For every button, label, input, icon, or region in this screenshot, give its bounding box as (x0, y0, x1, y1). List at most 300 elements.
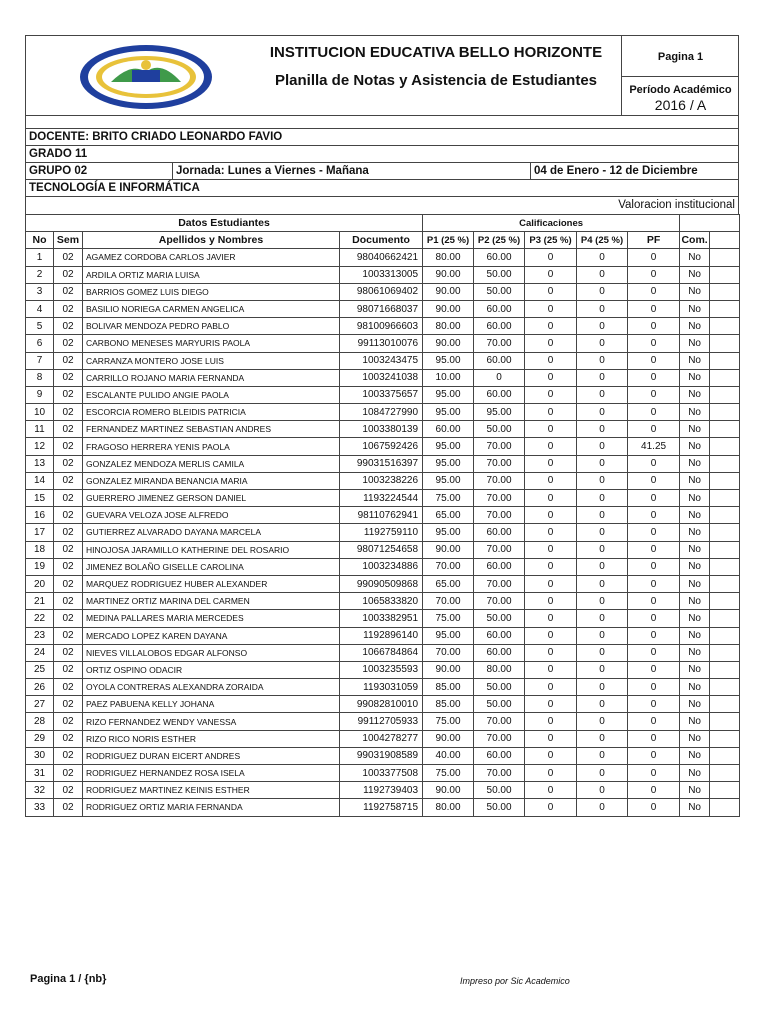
cell-document: 1003243475 (340, 352, 423, 369)
cell-no: 7 (26, 352, 54, 369)
column-header-p1: P1 (25 %) (423, 232, 474, 249)
cell-com: No (680, 300, 710, 317)
cell-extra (710, 782, 740, 799)
cell-pf: 0 (628, 541, 680, 558)
cell-name: MEDINA PALLARES MARIA MERCEDES (83, 610, 340, 627)
cell-extra (710, 386, 740, 403)
cell-no: 12 (26, 438, 54, 455)
footer-printed-by: Impreso por Sic Academico (460, 976, 570, 986)
cell-pf: 0 (628, 644, 680, 661)
table-row (26, 421, 740, 438)
cell-extra (710, 730, 740, 747)
cell-p3: 0 (525, 782, 577, 799)
cell-pf: 0 (628, 679, 680, 696)
cell-pf: 0 (628, 300, 680, 317)
cell-p4: 0 (577, 249, 628, 266)
column-header-extra (710, 232, 740, 249)
group-header-blank (680, 215, 740, 232)
cell-com: No (680, 610, 710, 627)
cell-p1: 70.00 (423, 558, 474, 575)
cell-extra (710, 765, 740, 782)
table-body (26, 249, 740, 816)
table-row (26, 300, 740, 317)
cell-document: 1193224544 (340, 490, 423, 507)
cell-no: 18 (26, 541, 54, 558)
cell-com: No (680, 490, 710, 507)
cell-p1: 90.00 (423, 266, 474, 283)
table-row (26, 575, 740, 592)
cell-document: 1066784864 (340, 644, 423, 661)
cell-com: No (680, 318, 710, 335)
cell-com: No (680, 283, 710, 300)
cell-name: HINOJOSA JARAMILLO KATHERINE DEL ROSARIO (83, 541, 340, 558)
cell-p2: 70.00 (474, 713, 525, 730)
column-header-document: Documento (340, 232, 423, 249)
grades-group-header: Calificaciones (423, 215, 680, 232)
cell-p3: 0 (525, 266, 577, 283)
column-header-name: Apellidos y Nombres (83, 232, 340, 249)
cell-document: 98071254658 (340, 541, 423, 558)
cell-p3: 0 (525, 386, 577, 403)
period-value: 2016 / A (654, 97, 707, 113)
cell-name: GUERRERO JIMENEZ GERSON DANIEL (83, 490, 340, 507)
cell-p3: 0 (525, 472, 577, 489)
cell-com: No (680, 524, 710, 541)
cell-document: 99082810010 (340, 696, 423, 713)
cell-sem: 02 (54, 472, 83, 489)
cell-p4: 0 (577, 730, 628, 747)
table-row (26, 386, 740, 403)
cell-p2: 70.00 (474, 490, 525, 507)
cell-p2: 70.00 (474, 575, 525, 592)
cell-p2: 60.00 (474, 249, 525, 266)
cell-p1: 80.00 (423, 799, 474, 816)
cell-sem: 02 (54, 696, 83, 713)
cell-p3: 0 (525, 249, 577, 266)
table-row (26, 249, 740, 266)
cell-p3: 0 (525, 593, 577, 610)
academic-period-box (621, 76, 739, 116)
cell-p2: 70.00 (474, 438, 525, 455)
cell-sem: 02 (54, 661, 83, 678)
cell-name: MERCADO LOPEZ KAREN DAYANA (83, 627, 340, 644)
cell-name: RODRIGUEZ MARTINEZ KEINIS ESTHER (83, 782, 340, 799)
column-header-p4: P4 (25 %) (577, 232, 628, 249)
cell-p2: 50.00 (474, 696, 525, 713)
footer-page-number: Pagina 1 / {nb} (30, 973, 107, 985)
cell-com: No (680, 266, 710, 283)
table-group-header (26, 215, 740, 232)
cell-no: 9 (26, 386, 54, 403)
cell-com: No (680, 335, 710, 352)
cell-sem: 02 (54, 524, 83, 541)
cell-no: 30 (26, 747, 54, 764)
cell-extra (710, 335, 740, 352)
cell-p3: 0 (525, 283, 577, 300)
cell-document: 1192739403 (340, 782, 423, 799)
cell-name: ORTIZ OSPINO ODACIR (83, 661, 340, 678)
cell-document: 1003234886 (340, 558, 423, 575)
cell-no: 24 (26, 644, 54, 661)
table-row (26, 627, 740, 644)
cell-name: CARRILLO ROJANO MARIA FERNANDA (83, 369, 340, 386)
cell-p2: 95.00 (474, 404, 525, 421)
cell-document: 98071668037 (340, 300, 423, 317)
cell-p3: 0 (525, 507, 577, 524)
cell-document: 1084727990 (340, 404, 423, 421)
cell-pf: 0 (628, 352, 680, 369)
period-label: Período Académico (629, 84, 732, 96)
cell-p1: 65.00 (423, 507, 474, 524)
cell-p1: 90.00 (423, 541, 474, 558)
cell-name: PAEZ PABUENA KELLY JOHANA (83, 696, 340, 713)
cell-pf: 0 (628, 696, 680, 713)
cell-extra (710, 799, 740, 816)
cell-pf: 0 (628, 747, 680, 764)
cell-p2: 60.00 (474, 747, 525, 764)
cell-p3: 0 (525, 799, 577, 816)
cell-name: RIZO RICO NORIS ESTHER (83, 730, 340, 747)
cell-p1: 75.00 (423, 765, 474, 782)
cell-document: 1003313005 (340, 266, 423, 283)
cell-name: MARTINEZ ORTIZ MARINA DEL CARMEN (83, 593, 340, 610)
cell-p2: 50.00 (474, 799, 525, 816)
cell-sem: 02 (54, 747, 83, 764)
table-row (26, 507, 740, 524)
column-header-com: Com. (680, 232, 710, 249)
cell-document: 1003235593 (340, 661, 423, 678)
cell-sem: 02 (54, 318, 83, 335)
table-row (26, 593, 740, 610)
cell-name: OYOLA CONTRERAS ALEXANDRA ZORAIDA (83, 679, 340, 696)
cell-name: ESCORCIA ROMERO BLEIDIS PATRICIA (83, 404, 340, 421)
cell-name: GONZALEZ MENDOZA MERLIS CAMILA (83, 455, 340, 472)
cell-document: 1003241038 (340, 369, 423, 386)
cell-extra (710, 490, 740, 507)
cell-name: FERNANDEZ MARTINEZ SEBASTIAN ANDRES (83, 421, 340, 438)
cell-p3: 0 (525, 696, 577, 713)
cell-p4: 0 (577, 524, 628, 541)
table-row (26, 558, 740, 575)
cell-p3: 0 (525, 541, 577, 558)
table-row (26, 404, 740, 421)
cell-p1: 85.00 (423, 679, 474, 696)
spacer-row (25, 116, 739, 129)
cell-document: 98040662421 (340, 249, 423, 266)
cell-extra (710, 404, 740, 421)
cell-p1: 75.00 (423, 490, 474, 507)
cell-name: GONZALEZ MIRANDA BENANCIA MARIA (83, 472, 340, 489)
cell-p2: 70.00 (474, 541, 525, 558)
cell-sem: 02 (54, 799, 83, 816)
students-group-header: Datos Estudiantes (26, 215, 423, 232)
cell-p2: 50.00 (474, 283, 525, 300)
cell-com: No (680, 369, 710, 386)
cell-pf: 0 (628, 266, 680, 283)
cell-com: No (680, 575, 710, 592)
cell-document: 1067592426 (340, 438, 423, 455)
cell-name: FRAGOSO HERRERA YENIS PAOLA (83, 438, 340, 455)
cell-pf: 0 (628, 369, 680, 386)
cell-p2: 80.00 (474, 661, 525, 678)
cell-pf: 0 (628, 524, 680, 541)
cell-no: 22 (26, 610, 54, 627)
cell-no: 32 (26, 782, 54, 799)
cell-document: 1065833820 (340, 593, 423, 610)
cell-sem: 02 (54, 421, 83, 438)
cell-com: No (680, 472, 710, 489)
cell-p1: 95.00 (423, 524, 474, 541)
cell-com: No (680, 696, 710, 713)
cell-com: No (680, 593, 710, 610)
cell-sem: 02 (54, 490, 83, 507)
cell-p3: 0 (525, 747, 577, 764)
cell-extra (710, 524, 740, 541)
valuation-label: Valoracion institucional (25, 197, 739, 214)
cell-p2: 50.00 (474, 610, 525, 627)
cell-name: GUTIERREZ ALVARADO DAYANA MARCELA (83, 524, 340, 541)
table-row (26, 455, 740, 472)
table-row (26, 352, 740, 369)
cell-p4: 0 (577, 644, 628, 661)
table-row (26, 524, 740, 541)
cell-p4: 0 (577, 300, 628, 317)
cell-name: RODRIGUEZ ORTIZ MARIA FERNANDA (83, 799, 340, 816)
cell-pf: 0 (628, 404, 680, 421)
cell-no: 4 (26, 300, 54, 317)
cell-name: NIEVES VILLALOBOS EDGAR ALFONSO (83, 644, 340, 661)
grade-sheet (25, 35, 739, 817)
cell-no: 23 (26, 627, 54, 644)
cell-p3: 0 (525, 438, 577, 455)
cell-pf: 0 (628, 765, 680, 782)
cell-no: 28 (26, 713, 54, 730)
cell-com: No (680, 747, 710, 764)
cell-p2: 60.00 (474, 524, 525, 541)
cell-p3: 0 (525, 455, 577, 472)
cell-pf: 0 (628, 593, 680, 610)
table-row (26, 713, 740, 730)
cell-p2: 70.00 (474, 335, 525, 352)
cell-p4: 0 (577, 386, 628, 403)
cell-p1: 90.00 (423, 782, 474, 799)
cell-extra (710, 679, 740, 696)
cell-extra (710, 472, 740, 489)
cell-sem: 02 (54, 404, 83, 421)
column-header-sem: Sem (54, 232, 83, 249)
table-row (26, 696, 740, 713)
cell-sem: 02 (54, 627, 83, 644)
table-row (26, 730, 740, 747)
cell-p3: 0 (525, 627, 577, 644)
cell-p2: 60.00 (474, 558, 525, 575)
cell-pf: 0 (628, 455, 680, 472)
cell-no: 20 (26, 575, 54, 592)
cell-p4: 0 (577, 507, 628, 524)
cell-p1: 90.00 (423, 730, 474, 747)
cell-document: 1003382951 (340, 610, 423, 627)
cell-com: No (680, 644, 710, 661)
cell-p4: 0 (577, 369, 628, 386)
document-subtitle: Planilla de Notas y Asistencia de Estudiantes (274, 72, 598, 89)
cell-no: 26 (26, 679, 54, 696)
cell-p3: 0 (525, 610, 577, 627)
cell-com: No (680, 249, 710, 266)
cell-sem: 02 (54, 558, 83, 575)
cell-name: ESCALANTE PULIDO ANGIE PAOLA (83, 386, 340, 403)
cell-document: 1192759110 (340, 524, 423, 541)
cell-p4: 0 (577, 266, 628, 283)
cell-extra (710, 593, 740, 610)
column-header-p2: P2 (25 %) (474, 232, 525, 249)
cell-pf: 0 (628, 283, 680, 300)
cell-sem: 02 (54, 249, 83, 266)
cell-p2: 60.00 (474, 386, 525, 403)
cell-p4: 0 (577, 679, 628, 696)
cell-sem: 02 (54, 455, 83, 472)
cell-sem: 02 (54, 300, 83, 317)
cell-p1: 75.00 (423, 713, 474, 730)
cell-p1: 85.00 (423, 696, 474, 713)
cell-p4: 0 (577, 318, 628, 335)
table-row (26, 472, 740, 489)
cell-pf: 0 (628, 318, 680, 335)
cell-sem: 02 (54, 713, 83, 730)
table-row (26, 438, 740, 455)
cell-p2: 50.00 (474, 782, 525, 799)
table-row (26, 283, 740, 300)
cell-p3: 0 (525, 661, 577, 678)
cell-name: ARDILA ORTIZ MARIA LUISA (83, 266, 340, 283)
cell-no: 5 (26, 318, 54, 335)
cell-extra (710, 558, 740, 575)
cell-extra (710, 283, 740, 300)
cell-p3: 0 (525, 679, 577, 696)
cell-p1: 90.00 (423, 283, 474, 300)
cell-extra (710, 575, 740, 592)
cell-com: No (680, 782, 710, 799)
cell-extra (710, 249, 740, 266)
table-row (26, 661, 740, 678)
cell-p1: 95.00 (423, 472, 474, 489)
table-row (26, 335, 740, 352)
cell-p4: 0 (577, 799, 628, 816)
cell-document: 1003238226 (340, 472, 423, 489)
cell-name: BOLIVAR MENDOZA PEDRO PABLO (83, 318, 340, 335)
cell-sem: 02 (54, 679, 83, 696)
column-header-no: No (26, 232, 54, 249)
cell-name: AGAMEZ CORDOBA CARLOS JAVIER (83, 249, 340, 266)
table-row (26, 369, 740, 386)
cell-sem: 02 (54, 575, 83, 592)
cell-extra (710, 352, 740, 369)
cell-sem: 02 (54, 610, 83, 627)
cell-name: BARRIOS GOMEZ LUIS DIEGO (83, 283, 340, 300)
cell-p3: 0 (525, 300, 577, 317)
cell-sem: 02 (54, 541, 83, 558)
cell-p4: 0 (577, 713, 628, 730)
table-row (26, 765, 740, 782)
cell-p1: 95.00 (423, 404, 474, 421)
cell-com: No (680, 352, 710, 369)
cell-document: 99112705933 (340, 713, 423, 730)
cell-p3: 0 (525, 404, 577, 421)
cell-p4: 0 (577, 610, 628, 627)
cell-sem: 02 (54, 335, 83, 352)
column-header-pf: PF (628, 232, 680, 249)
cell-name: GUEVARA VELOZA JOSE ALFREDO (83, 507, 340, 524)
table-column-header (26, 232, 740, 249)
cell-p1: 90.00 (423, 300, 474, 317)
cell-sem: 02 (54, 507, 83, 524)
cell-pf: 0 (628, 661, 680, 678)
cell-p4: 0 (577, 404, 628, 421)
cell-p4: 0 (577, 747, 628, 764)
cell-p3: 0 (525, 730, 577, 747)
cell-pf: 0 (628, 558, 680, 575)
cell-p4: 0 (577, 627, 628, 644)
cell-name: JIMENEZ BOLAÑO GISELLE CAROLINA (83, 558, 340, 575)
cell-p3: 0 (525, 765, 577, 782)
cell-document: 98110762941 (340, 507, 423, 524)
cell-p3: 0 (525, 318, 577, 335)
cell-document: 99031908589 (340, 747, 423, 764)
cell-document: 1192896140 (340, 627, 423, 644)
cell-sem: 02 (54, 730, 83, 747)
cell-document: 99090509868 (340, 575, 423, 592)
cell-sem: 02 (54, 369, 83, 386)
cell-name: RODRIGUEZ HERNANDEZ ROSA ISELA (83, 765, 340, 782)
subject-row: TECNOLOGÍA E INFORMÁTICA (25, 180, 739, 197)
cell-p2: 50.00 (474, 266, 525, 283)
cell-p3: 0 (525, 421, 577, 438)
cell-com: No (680, 627, 710, 644)
cell-com: No (680, 507, 710, 524)
cell-p4: 0 (577, 575, 628, 592)
cell-extra (710, 455, 740, 472)
cell-p3: 0 (525, 490, 577, 507)
cell-com: No (680, 541, 710, 558)
cell-com: No (680, 765, 710, 782)
cell-p1: 95.00 (423, 438, 474, 455)
institution-name: INSTITUCION EDUCATIVA BELLO HORIZONTE (269, 44, 603, 61)
cell-name: CARBONO MENESES MARYURIS PAOLA (83, 335, 340, 352)
table-row (26, 782, 740, 799)
cell-p3: 0 (525, 713, 577, 730)
cell-p1: 90.00 (423, 661, 474, 678)
table-row (26, 747, 740, 764)
cell-p4: 0 (577, 558, 628, 575)
cell-document: 99031516397 (340, 455, 423, 472)
table-row (26, 644, 740, 661)
cell-extra (710, 318, 740, 335)
cell-p4: 0 (577, 661, 628, 678)
cell-p1: 70.00 (423, 644, 474, 661)
cell-no: 33 (26, 799, 54, 816)
cell-p2: 60.00 (474, 352, 525, 369)
cell-p4: 0 (577, 696, 628, 713)
cell-p3: 0 (525, 352, 577, 369)
cell-p3: 0 (525, 644, 577, 661)
cell-p1: 95.00 (423, 627, 474, 644)
cell-pf: 0 (628, 799, 680, 816)
cell-no: 1 (26, 249, 54, 266)
cell-com: No (680, 438, 710, 455)
cell-p1: 95.00 (423, 352, 474, 369)
cell-pf: 0 (628, 782, 680, 799)
cell-p2: 70.00 (474, 472, 525, 489)
cell-no: 29 (26, 730, 54, 747)
